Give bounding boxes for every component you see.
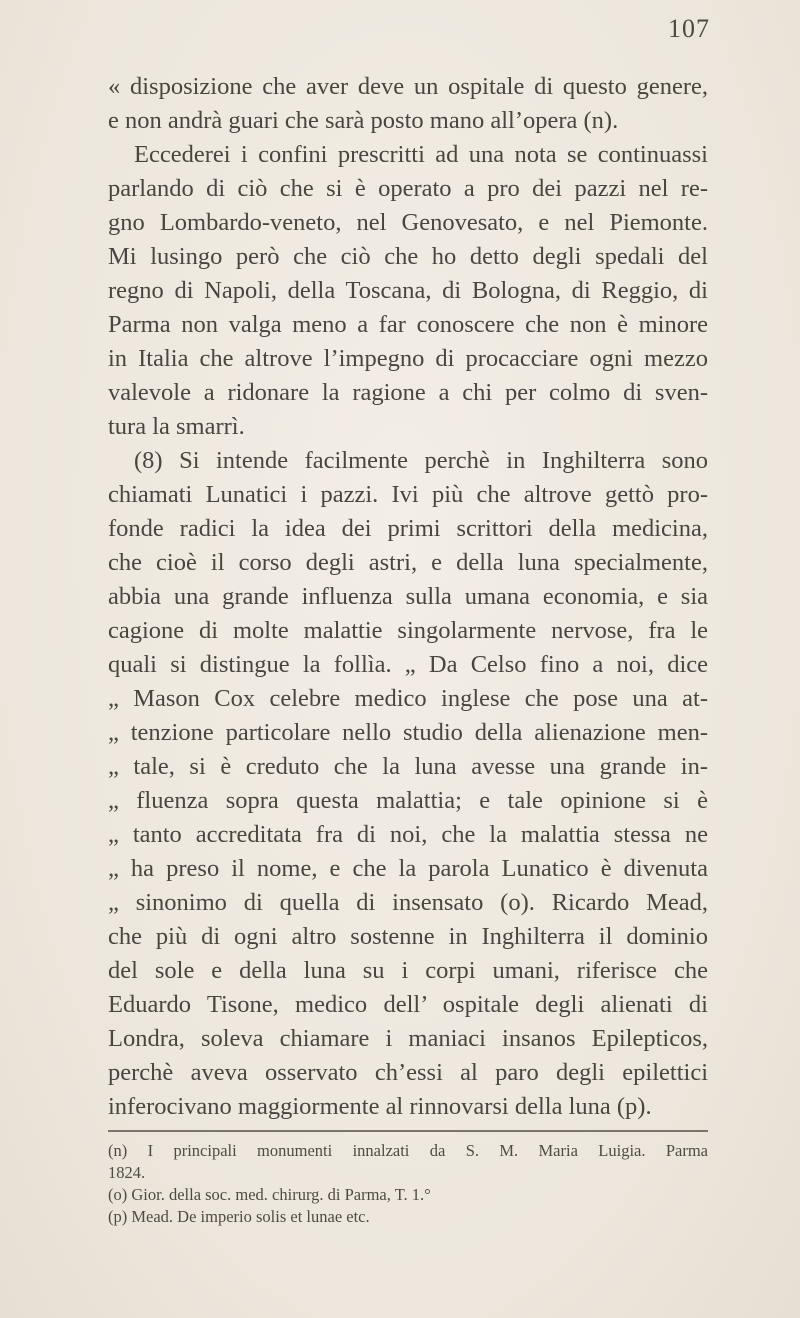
text-line: „ tanto accreditata fra di noi, che la malattia stessa ne [108,821,708,848]
footnotes [108,1140,708,1228]
footnote: 1824. [108,1163,146,1182]
text-line: Parma non valga meno a far conoscere che non è minore [108,311,708,338]
text-line: quali si distingue la follìa. „ Da Celso fino a noi, dice [108,651,708,678]
text-line: „ tale, si è creduto che la luna avesse una grande in- [108,753,708,780]
text-line: fonde radici la idea dei primi scrittori della medicina, [108,515,708,542]
text-line: Eccederei i confini prescritti ad una nota se continuassi [134,141,708,168]
text-line: del sole e della luna su i corpi umani, riferisce che [108,957,708,984]
text-line: „ ha preso il nome, e che la parola Lunatico è divenuta [108,855,708,882]
page-number: 107 [668,14,710,43]
text-line: cagione di molte malattie singolarmente nervose, fra le [108,617,708,644]
text-line: „ sinonimo di quella di insensato (o). Ricardo Mead, [108,889,708,916]
footnote: (n) I principali monumenti innalzati da S. M. Maria Luigia. Parma [108,1141,708,1160]
footnote: (p) Mead. De imperio solis et lunae etc. [108,1207,370,1226]
text-line: in Italia che altrove l’impegno di procacciare ogni mezzo [108,345,708,372]
text-line: chiamati Lunatici i pazzi. Ivi più che altrove gettò pro- [108,481,708,508]
text-line: « disposizione che aver deve un ospitale di questo genere, [108,73,708,100]
text-line: che più di ogni altro sostenne in Inghilterra il dominio [108,923,708,950]
text-line: perchè aveva osservato ch’essi al paro degli epilettici [108,1059,708,1086]
text-line: Mi lusingo però che ciò che ho detto degli spedali del [108,243,708,270]
text-line: abbia una grande influenza sulla umana economia, e sia [108,583,708,610]
text-line: e non andrà guari che sarà posto mano all’opera (n). [108,107,619,134]
text-line: gno Lombardo-veneto, nel Genovesato, e nel Piemonte. [108,209,708,236]
footnote: (o) Gior. della soc. med. chirurg. di Parma, T. 1.° [108,1185,431,1204]
text-line: Londra, soleva chiamare i maniaci insanos Epilepticos, [108,1025,708,1052]
text-line: regno di Napoli, della Toscana, di Bologna, di Reggio, di [108,277,708,304]
footnote-divider [108,1130,708,1132]
text-line: Eduardo Tisone, medico dell’ ospitale degli alienati di [108,991,708,1018]
text-line: valevole a ridonare la ragione a chi per colmo di sven- [108,379,708,406]
body-text [108,70,708,1124]
text-line: „ fluenza sopra questa malattia; e tale opinione si è [108,787,708,814]
text-line: parlando di ciò che si è operato a pro dei pazzi nel re- [108,175,708,202]
text-line: tura la smarrì. [108,413,245,440]
text-line: „ Mason Cox celebre medico inglese che pose una at- [108,685,708,712]
text-line: inferocivano maggiormente al rinnovarsi della luna (p). [108,1093,652,1120]
text-line: che cioè il corso degli astri, e della luna specialmente, [108,549,708,576]
text-line: „ tenzione particolare nello studio della alienazione men- [108,719,708,746]
text-line: (8) Si intende facilmente perchè in Inghilterra sono [134,447,708,474]
